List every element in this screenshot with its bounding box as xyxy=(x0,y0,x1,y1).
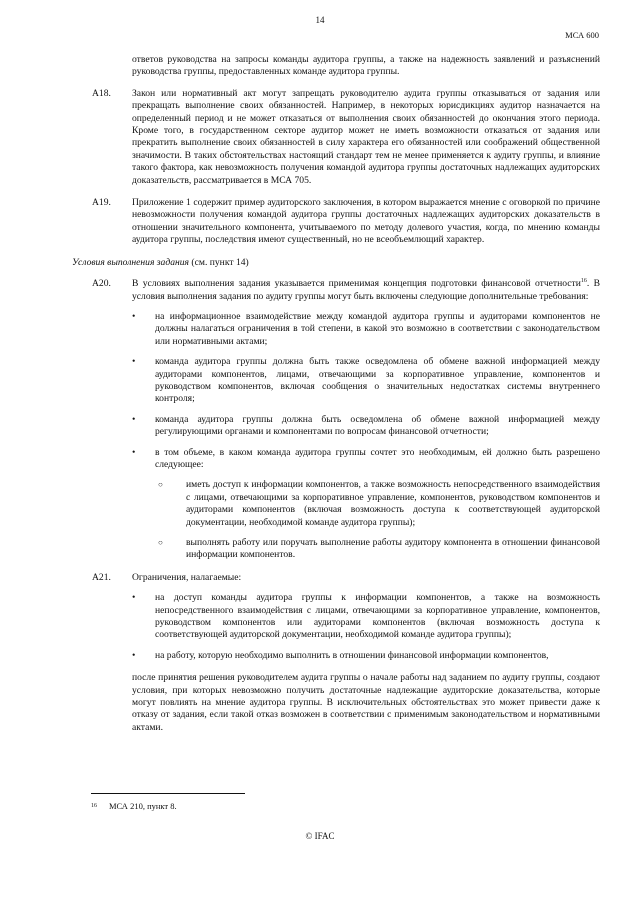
list-item-text: иметь доступ к информации компонентов, а также возможность непосредственного взаимодействия с лицами, отвечающими за корпоративное управление, компонентов, руководством компонентов и аудиторами компонентов (включая возможность доступа к соответствующей аудиторской документации, необходимой команде аудитора группы); xyxy=(186,479,600,528)
bullet-list xyxy=(132,592,600,662)
section-subheading xyxy=(72,257,600,269)
list-item-text: команда аудитора группы должна быть также осведомлена об обмене важной информацией между аудиторами компонентов, лицами, отвечающими за корпоративное управление, компонентов и руководством компонентов, включая сообщения о значительных недостатках системы внутреннего контроля; xyxy=(155,356,600,405)
list-item xyxy=(132,650,600,662)
list-item-text: на информационное взаимодействие между командой аудитора группы и аудиторами компонентов не должны налагаться ограничения в той степени, в какой это возможно в соответствии с законодательством или нормативными актами; xyxy=(155,310,600,347)
list-item xyxy=(132,414,600,439)
paragraph-number: A19. xyxy=(92,197,111,209)
paragraph-number: A21. xyxy=(92,571,111,583)
bullet-icon: • xyxy=(132,356,136,368)
list-item-text: выполнять работу или поручать выполнение работы аудитору компонента в отношении финансовой информации компонентов. xyxy=(186,537,600,561)
bullet-icon: • xyxy=(132,310,136,322)
paragraph-a21 xyxy=(72,572,600,662)
bullet-icon: • xyxy=(132,413,136,425)
paragraph-number: A18. xyxy=(92,87,111,99)
paragraph-text xyxy=(132,278,600,303)
paragraph-text-part: В условиях выполнения задания указывается применимая концепция подготовки финансовой отчетности xyxy=(132,278,581,290)
paragraph-a18 xyxy=(72,88,600,187)
footnote xyxy=(91,800,177,812)
list-item xyxy=(132,356,600,406)
list-item-text: на доступ команды аудитора группы к информации компонентов, а также на возможность непосредственного взаимодействия с лицами, отвечающими за корпоративное управление, компонентов, руководством компонентов или аудиторами компонентов (включая возможность доступа к соответствующей аудиторской документации, необходимой команде аудитора группы); xyxy=(155,592,600,641)
bullet-icon: • xyxy=(132,649,136,661)
paragraph-a20 xyxy=(72,278,600,562)
hollow-bullet-icon: ○ xyxy=(158,480,163,490)
continued-paragraph: после принятия решения руководителем аудита группы о начале работы над заданием по аудиту группы, создают условия, при которых невозможно получить достаточные надлежащие аудиторские доказательства, которые могут повлиять на мнение аудитора группы. В исключительных обстоятельствах это может привести даже к отказу от задания, если такой отказ возможен в соответствии с применимым законодательством и нормативными актами. xyxy=(132,672,600,733)
subheading-title: Условия выполнения задания xyxy=(72,256,190,268)
paragraph-text: Закон или нормативный акт могут запрещать руководителю аудита группы отказываться от задания или прекращать выполнение своих обязанностей. Например, в некоторых юрисдикциях аудитор назначается на определенный период и не может отказаться от выполнения своих обязанностей до окончания этого периода. Кроме того, в государственном секторе аудитор может не иметь возможности отказаться от задания или прекратить выполнение своих обязанностей в силу характера его обязанностей или соображений общественной значимости. В таких обстоятельствах настоящий стандарт тем не менее применяется к аудиту группы, и влияние такого фактора, как невозможность получения командой аудитора группы достаточных надлежащих аудиторских доказательств, рассматривается в МСА 705. xyxy=(132,87,600,186)
sub-list-item xyxy=(155,537,600,562)
hollow-bullet-icon: ○ xyxy=(158,538,163,547)
list-item xyxy=(132,592,600,642)
list-item-text: в том объеме, в каком команда аудитора группы сочтет это необходимым, ей должно быть разрешено следующее: xyxy=(155,446,600,470)
page-content xyxy=(72,54,600,734)
footnote-number: 16 xyxy=(91,803,97,809)
subheading-reference: (см. пункт 14) xyxy=(189,256,249,268)
footnote-reference[interactable]: 16 xyxy=(580,277,587,284)
sub-list-item xyxy=(155,479,600,529)
footnote-text: МСА 210, пункт 8. xyxy=(109,801,177,811)
paragraph-a19 xyxy=(72,197,600,247)
list-item-text: команда аудитора группы должна быть осведомлена об обмене важной информацией между регулирующими органами и компонентами по вопросам финансовой отчетности; xyxy=(155,413,600,438)
paragraph-text-part: . В условия выполнения задания по аудиту группы могут быть включены следующие дополнительные требования: xyxy=(132,278,600,302)
paragraph-number: A20. xyxy=(92,278,111,290)
sub-bullet-list xyxy=(155,479,600,561)
continued-paragraph: ответов руководства на запросы команды аудитора группы, а также на надежность заявлений и разъяснений руководства группы, предоставленных команде аудитора группы. xyxy=(132,54,600,78)
bullet-icon: • xyxy=(132,446,136,458)
list-item xyxy=(132,447,600,562)
bullet-icon: • xyxy=(132,592,136,604)
page-number: 14 xyxy=(315,15,325,25)
bullet-list xyxy=(132,311,600,562)
copyright-footer: © IFAC xyxy=(305,831,335,841)
paragraph-text: Ограничения, налагаемые: xyxy=(132,571,242,583)
list-item-text: на работу, которую необходимо выполнить в отношении финансовой информации компонентов, xyxy=(155,649,549,661)
footnote-divider xyxy=(91,793,245,794)
document-code: МСА 600 xyxy=(565,30,599,40)
list-item xyxy=(132,311,600,348)
paragraph-text: Приложение 1 содержит пример аудиторского заключения, в котором выражается мнение с оговоркой по причине невозможности получения командой аудитора группы достаточных надлежащих аудиторских доказательств в отношении значительного компонента, учитываемого по методу долевого участия, когда, по мнению команды аудитора группы, последствия имеют существенный, но не всеобъемлющий характер. xyxy=(132,197,600,246)
